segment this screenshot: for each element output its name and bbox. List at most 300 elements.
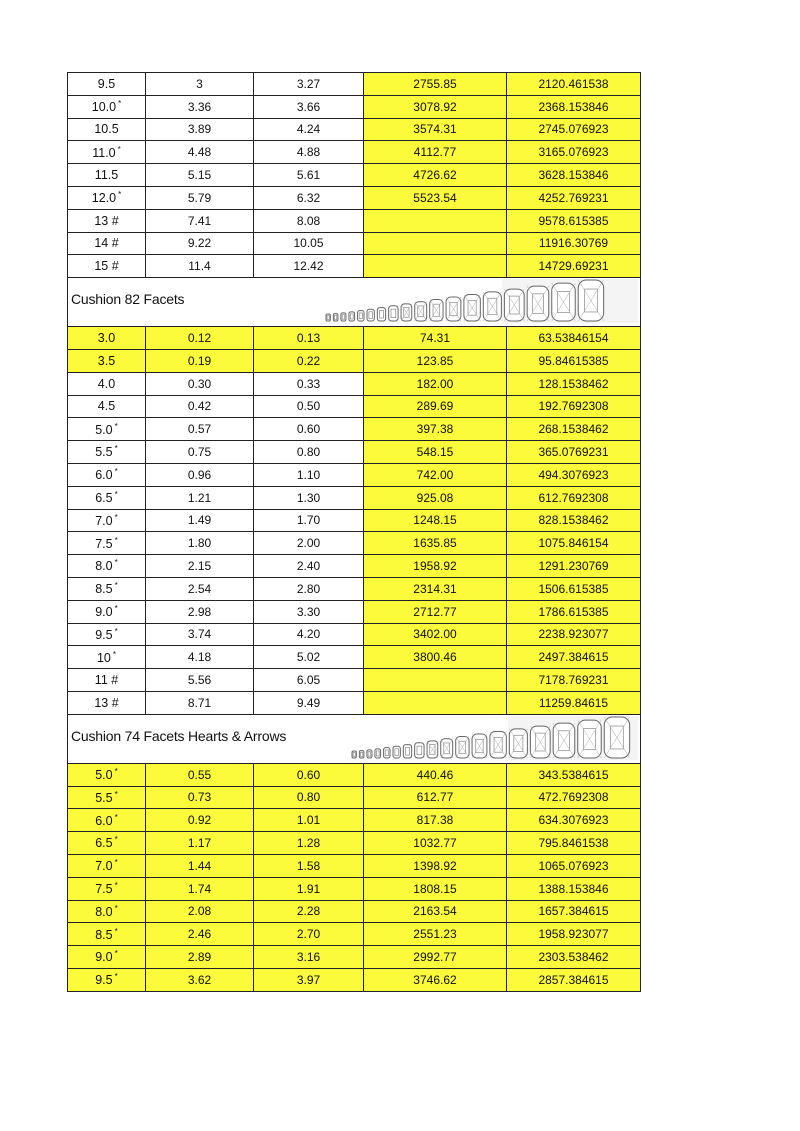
value-cell-1-text: 4.48 bbox=[187, 145, 212, 160]
size-cell-text: 8.5 bbox=[95, 927, 113, 942]
cushion-stone-icon bbox=[401, 304, 412, 321]
value-cell-3 bbox=[364, 923, 507, 946]
value-cell-2 bbox=[254, 786, 364, 809]
table-row bbox=[68, 968, 641, 991]
value-cell-2-text: 1.28 bbox=[296, 836, 321, 850]
value-cell-4-text: 268.1538462 bbox=[538, 422, 609, 437]
cushion-stone-icon bbox=[464, 295, 480, 321]
value-cell-4 bbox=[507, 669, 641, 692]
value-cell-3 bbox=[364, 95, 507, 118]
table-row bbox=[68, 691, 641, 714]
table-row bbox=[68, 95, 641, 118]
value-cell-1 bbox=[146, 209, 254, 232]
size-cell bbox=[68, 786, 146, 809]
value-cell-1 bbox=[146, 968, 254, 991]
size-cell-text: 9.5 bbox=[97, 76, 116, 91]
size-cell-text: 15 # bbox=[94, 259, 119, 274]
size-cell bbox=[68, 327, 146, 350]
value-cell-1 bbox=[146, 669, 254, 692]
value-cell-4 bbox=[507, 646, 641, 669]
size-cell-text: 11 # bbox=[94, 673, 119, 688]
value-cell-2-text: 1.91 bbox=[296, 881, 321, 896]
table-row bbox=[68, 809, 641, 832]
size-cell-text: 4.5 bbox=[97, 399, 116, 414]
value-cell-3-text: 3800.46 bbox=[413, 650, 457, 665]
table-row bbox=[68, 854, 641, 877]
value-cell-2 bbox=[254, 141, 364, 164]
value-cell-1-text: 11.4 bbox=[188, 259, 211, 274]
star-mark: * bbox=[114, 421, 118, 431]
value-cell-3-text: 2551.23 bbox=[413, 927, 457, 942]
size-cell bbox=[68, 555, 146, 578]
value-cell-3 bbox=[364, 441, 507, 464]
value-cell-2 bbox=[254, 186, 364, 209]
table-row bbox=[68, 73, 641, 96]
value-cell-1-text: 3 bbox=[196, 76, 203, 91]
star-mark: * bbox=[117, 144, 121, 154]
value-cell-3-text: 1032.77 bbox=[413, 836, 457, 850]
value-cell-2 bbox=[254, 900, 364, 923]
size-cell-text: 9.5 bbox=[95, 628, 113, 642]
value-cell-1-text: 0.30 bbox=[187, 376, 212, 391]
value-cell-4 bbox=[507, 532, 641, 555]
value-cell-1-text: 5.56 bbox=[187, 673, 212, 688]
table-row bbox=[68, 832, 641, 855]
value-cell-2 bbox=[254, 669, 364, 692]
value-cell-4 bbox=[507, 232, 641, 255]
size-cell-text: 5.5 bbox=[95, 445, 113, 460]
size-cell-text: 4.0 bbox=[97, 376, 116, 391]
value-cell-4-text: 1506.615385 bbox=[538, 581, 609, 596]
value-cell-1-text: 1.21 bbox=[187, 490, 212, 505]
size-cell-text: 3.5 bbox=[97, 353, 116, 368]
size-cell bbox=[68, 232, 146, 255]
table-row bbox=[68, 486, 641, 509]
value-cell-1-text: 2.15 bbox=[187, 559, 212, 574]
value-cell-2-text: 2.70 bbox=[296, 927, 321, 942]
value-cell-3 bbox=[364, 463, 507, 486]
value-cell-3 bbox=[364, 877, 507, 900]
value-cell-3-text: 2314.31 bbox=[413, 581, 457, 596]
value-cell-4-text: 1786.615385 bbox=[538, 604, 609, 619]
value-cell-3 bbox=[364, 164, 507, 187]
value-cell-1 bbox=[146, 509, 254, 532]
cushion-stone-icon bbox=[427, 741, 438, 758]
value-cell-2-text: 1.58 bbox=[296, 858, 321, 873]
cushion-stone-icon bbox=[333, 314, 338, 321]
value-cell-1-text: 0.19 bbox=[187, 353, 212, 368]
cushion-stone-icon bbox=[578, 720, 601, 758]
value-cell-1 bbox=[146, 786, 254, 809]
value-cell-1-text: 2.08 bbox=[187, 904, 212, 919]
value-cell-4 bbox=[507, 463, 641, 486]
cushion-stone-icon bbox=[352, 751, 356, 758]
value-cell-4 bbox=[507, 441, 641, 464]
value-cell-2 bbox=[254, 968, 364, 991]
value-cell-3 bbox=[364, 395, 507, 418]
size-cell-text: 8.5 bbox=[95, 582, 113, 597]
value-cell-4 bbox=[507, 349, 641, 372]
value-cell-1-text: 0.55 bbox=[187, 767, 212, 782]
value-cell-1 bbox=[146, 877, 254, 900]
cushion-stone-icon bbox=[578, 280, 603, 321]
value-cell-1 bbox=[146, 900, 254, 923]
value-cell-1 bbox=[146, 186, 254, 209]
size-cell bbox=[68, 877, 146, 900]
value-cell-1-text: 0.73 bbox=[187, 790, 212, 805]
size-cell-text: 5.0 bbox=[95, 768, 113, 783]
cushion-stone-icon bbox=[430, 300, 443, 322]
value-cell-2-text: 3.16 bbox=[296, 949, 321, 964]
value-cell-4 bbox=[507, 327, 641, 350]
value-cell-2 bbox=[254, 486, 364, 509]
value-cell-1 bbox=[146, 327, 254, 350]
value-cell-1-text: 2.89 bbox=[187, 949, 212, 964]
table-row bbox=[68, 577, 641, 600]
size-cell-text: 6.5 bbox=[95, 836, 113, 851]
size-cell bbox=[68, 441, 146, 464]
value-cell-3 bbox=[364, 691, 507, 714]
value-cell-3-text: 2712.77 bbox=[413, 604, 457, 619]
value-cell-4 bbox=[507, 877, 641, 900]
value-cell-1-text: 1.80 bbox=[187, 536, 212, 551]
size-cell bbox=[68, 900, 146, 923]
value-cell-3-text: 4112.77 bbox=[413, 145, 457, 160]
cushion-stone-icon bbox=[552, 283, 575, 321]
star-mark: * bbox=[114, 467, 118, 477]
value-cell-4-text: 63.53846154 bbox=[538, 331, 609, 346]
value-cell-2 bbox=[254, 418, 364, 441]
size-cell-text: 5.5 bbox=[95, 790, 113, 805]
star-mark: * bbox=[112, 649, 117, 659]
value-cell-1 bbox=[146, 349, 254, 372]
size-cell bbox=[68, 463, 146, 486]
value-cell-3-text: 3078.92 bbox=[413, 99, 457, 114]
star-mark: * bbox=[114, 767, 118, 777]
value-cell-4 bbox=[507, 73, 641, 96]
value-cell-3 bbox=[364, 486, 507, 509]
table-row bbox=[68, 555, 641, 578]
star-mark: * bbox=[114, 490, 118, 500]
value-cell-4 bbox=[507, 509, 641, 532]
value-cell-2-text: 0.80 bbox=[296, 790, 321, 805]
cushion-stone-icon bbox=[504, 289, 524, 321]
size-cell bbox=[68, 395, 146, 418]
value-cell-3-text: 1958.92 bbox=[413, 559, 457, 574]
value-cell-2 bbox=[254, 691, 364, 714]
size-cell bbox=[68, 923, 146, 946]
cushion-stone-icon bbox=[490, 731, 506, 757]
value-cell-2-text: 5.61 bbox=[296, 168, 321, 183]
value-cell-2 bbox=[254, 600, 364, 623]
value-cell-1-text: 8.71 bbox=[187, 695, 212, 710]
size-cell-text: 7.0 bbox=[95, 859, 113, 874]
value-cell-4 bbox=[507, 809, 641, 832]
value-cell-2-text: 0.13 bbox=[296, 331, 321, 346]
table-row bbox=[68, 255, 641, 278]
table-row bbox=[68, 141, 641, 164]
value-cell-2-text: 1.10 bbox=[296, 467, 321, 482]
value-cell-1 bbox=[146, 255, 254, 278]
value-cell-4 bbox=[507, 600, 641, 623]
value-cell-4-text: 1958.923077 bbox=[538, 927, 609, 942]
value-cell-3-text: 817.38 bbox=[416, 813, 454, 828]
value-cell-3 bbox=[364, 555, 507, 578]
value-cell-1-text: 3.74 bbox=[187, 627, 212, 642]
star-mark: * bbox=[114, 972, 118, 982]
value-cell-2 bbox=[254, 372, 364, 395]
size-cell-text: 11.5 bbox=[94, 168, 119, 183]
size-cell-text: 13 # bbox=[94, 695, 119, 710]
size-cell bbox=[68, 164, 146, 187]
value-cell-3-text: 123.85 bbox=[416, 353, 454, 368]
section-cushion-74-header bbox=[68, 714, 641, 763]
table-row bbox=[68, 209, 641, 232]
value-cell-2 bbox=[254, 923, 364, 946]
value-cell-4-text: 14729.69231 bbox=[538, 259, 609, 274]
size-cell bbox=[68, 349, 146, 372]
value-cell-1 bbox=[146, 532, 254, 555]
value-cell-2-text: 10.05 bbox=[293, 236, 324, 251]
value-cell-1 bbox=[146, 486, 254, 509]
cushion-stone-icon bbox=[441, 738, 453, 757]
value-cell-4-text: 612.7692308 bbox=[538, 490, 609, 505]
value-cell-4-text: 1657.384615 bbox=[538, 904, 609, 919]
value-cell-2 bbox=[254, 209, 364, 232]
value-cell-4 bbox=[507, 418, 641, 441]
cushion-stone-icon bbox=[446, 297, 461, 321]
table-row bbox=[68, 349, 641, 372]
table-row bbox=[68, 532, 641, 555]
value-cell-1 bbox=[146, 372, 254, 395]
value-cell-4-text: 2497.384615 bbox=[538, 650, 609, 665]
table-row bbox=[68, 327, 641, 350]
value-cell-4 bbox=[507, 854, 641, 877]
cushion-stone-icon bbox=[326, 314, 330, 321]
value-cell-3-text: 3746.62 bbox=[413, 972, 457, 987]
value-cell-2-text: 2.80 bbox=[296, 581, 321, 596]
size-cell-text: 3.0 bbox=[97, 331, 116, 346]
size-cell bbox=[68, 691, 146, 714]
value-cell-1 bbox=[146, 232, 254, 255]
value-cell-3-text: 3402.00 bbox=[413, 627, 457, 642]
cushion-stone-icon bbox=[472, 734, 487, 758]
value-cell-3-text: 2992.77 bbox=[413, 949, 457, 964]
value-cell-2 bbox=[254, 877, 364, 900]
size-cell bbox=[68, 600, 146, 623]
value-cell-1-text: 0.96 bbox=[187, 467, 212, 482]
table-body-cushion-74 bbox=[68, 763, 641, 991]
cushion-stone-icon bbox=[367, 309, 374, 321]
value-cell-4 bbox=[507, 900, 641, 923]
value-cell-4 bbox=[507, 255, 641, 278]
value-cell-3 bbox=[364, 141, 507, 164]
value-cell-2 bbox=[254, 349, 364, 372]
table-row bbox=[68, 646, 641, 669]
value-cell-1 bbox=[146, 395, 254, 418]
star-mark: * bbox=[114, 881, 118, 891]
size-cell bbox=[68, 73, 146, 96]
star-mark: * bbox=[114, 835, 118, 845]
value-cell-2-text: 3.66 bbox=[296, 99, 321, 114]
value-cell-1-text: 9.22 bbox=[187, 236, 212, 251]
size-cell bbox=[68, 646, 146, 669]
value-cell-2-text: 1.30 bbox=[296, 490, 321, 505]
table-row bbox=[68, 441, 641, 464]
value-cell-2-text: 2.00 bbox=[296, 536, 321, 551]
value-cell-2-text: 8.08 bbox=[296, 213, 321, 228]
value-cell-1 bbox=[146, 763, 254, 786]
value-cell-4 bbox=[507, 763, 641, 786]
size-cell-text: 13 # bbox=[94, 213, 119, 228]
section-header-cushion-74 bbox=[68, 714, 641, 763]
table-row bbox=[68, 786, 641, 809]
value-cell-2 bbox=[254, 463, 364, 486]
value-cell-1 bbox=[146, 691, 254, 714]
size-cell-text: 9.5 bbox=[95, 973, 113, 988]
value-cell-2-text: 3.97 bbox=[296, 972, 321, 987]
size-cell bbox=[68, 509, 146, 532]
value-cell-4 bbox=[507, 923, 641, 946]
value-cell-1-text: 1.74 bbox=[187, 881, 212, 896]
value-cell-4 bbox=[507, 486, 641, 509]
value-cell-1 bbox=[146, 600, 254, 623]
value-cell-4 bbox=[507, 209, 641, 232]
value-cell-4 bbox=[507, 968, 641, 991]
value-cell-3 bbox=[364, 600, 507, 623]
cushion-stone-size-strip-icon bbox=[324, 279, 638, 323]
value-cell-4-text: 4252.769231 bbox=[538, 190, 609, 205]
value-cell-2 bbox=[254, 164, 364, 187]
value-cell-1-text: 2.98 bbox=[187, 604, 212, 619]
value-cell-4-text: 1065.076923 bbox=[538, 858, 609, 873]
cushion-stone-icon bbox=[530, 726, 550, 758]
value-cell-2 bbox=[254, 532, 364, 555]
value-cell-1-text: 4.18 bbox=[187, 650, 212, 665]
cushion-stone-icon bbox=[367, 750, 372, 758]
cushion-stone-icon bbox=[509, 729, 527, 758]
value-cell-1 bbox=[146, 164, 254, 187]
value-cell-3-text: 742.00 bbox=[416, 467, 454, 482]
value-cell-2-text: 6.32 bbox=[296, 190, 321, 205]
star-mark: * bbox=[114, 604, 118, 614]
cushion-stone-icon bbox=[415, 302, 427, 321]
size-cell bbox=[68, 669, 146, 692]
size-cell-text: 7.5 bbox=[95, 882, 113, 897]
value-cell-4-text: 11916.30769 bbox=[538, 236, 609, 251]
value-cell-4-text: 2857.384615 bbox=[538, 972, 609, 987]
table-row bbox=[68, 164, 641, 187]
price-sheet bbox=[67, 72, 640, 992]
value-cell-1 bbox=[146, 418, 254, 441]
value-cell-4 bbox=[507, 372, 641, 395]
size-cell bbox=[68, 577, 146, 600]
value-cell-1-text: 5.79 bbox=[187, 190, 212, 205]
table-row bbox=[68, 418, 641, 441]
value-cell-2 bbox=[254, 327, 364, 350]
value-cell-4-text: 2368.153846 bbox=[538, 99, 609, 114]
section-cushion-82-header bbox=[68, 278, 641, 327]
size-cell bbox=[68, 418, 146, 441]
star-mark: * bbox=[114, 789, 118, 799]
cushion-stone-icon bbox=[359, 750, 364, 757]
value-cell-3 bbox=[364, 577, 507, 600]
table-body-cushion-82 bbox=[68, 327, 641, 715]
cushion-stone-icon bbox=[403, 744, 411, 757]
value-cell-3-text: 4726.62 bbox=[413, 168, 457, 183]
value-cell-4-text: 3628.153846 bbox=[538, 168, 609, 183]
table-row bbox=[68, 946, 641, 969]
value-cell-3-text: 3574.31 bbox=[413, 122, 457, 137]
table-row bbox=[68, 900, 641, 923]
value-cell-2 bbox=[254, 832, 364, 855]
value-cell-1 bbox=[146, 577, 254, 600]
table-row bbox=[68, 118, 641, 141]
value-cell-3 bbox=[364, 418, 507, 441]
size-cell-text: 7.5 bbox=[95, 536, 113, 551]
size-cell-text: 10.5 bbox=[94, 122, 119, 137]
value-cell-4 bbox=[507, 186, 641, 209]
section-title-cushion-74: Cushion 74 Facets Hearts & Arrows bbox=[71, 727, 287, 744]
size-cell bbox=[68, 118, 146, 141]
value-cell-4 bbox=[507, 946, 641, 969]
value-cell-3 bbox=[364, 763, 507, 786]
value-cell-4-text: 1291.230769 bbox=[538, 559, 609, 574]
size-cell bbox=[68, 946, 146, 969]
value-cell-4-text: 128.1538462 bbox=[538, 376, 609, 391]
cushion-stone-icon bbox=[389, 306, 398, 321]
size-cell-text: 8.0 bbox=[95, 559, 113, 574]
value-cell-1 bbox=[146, 854, 254, 877]
value-cell-3 bbox=[364, 186, 507, 209]
value-cell-4-text: 7178.769231 bbox=[538, 673, 609, 688]
star-mark: * bbox=[114, 512, 118, 522]
value-cell-2-text: 0.60 bbox=[296, 767, 321, 782]
size-cell bbox=[68, 186, 146, 209]
value-cell-1 bbox=[146, 95, 254, 118]
value-cell-3 bbox=[364, 623, 507, 646]
value-cell-4 bbox=[507, 95, 641, 118]
value-cell-3 bbox=[364, 509, 507, 532]
value-cell-2-text: 1.01 bbox=[296, 813, 321, 828]
value-cell-2 bbox=[254, 395, 364, 418]
value-cell-1-text: 5.15 bbox=[187, 168, 212, 183]
value-cell-1 bbox=[146, 946, 254, 969]
size-cell bbox=[68, 809, 146, 832]
value-cell-4 bbox=[507, 118, 641, 141]
price-table bbox=[67, 72, 641, 992]
value-cell-1-text: 1.44 bbox=[187, 858, 212, 873]
value-cell-2 bbox=[254, 763, 364, 786]
value-cell-3 bbox=[364, 968, 507, 991]
star-mark: * bbox=[114, 903, 118, 913]
cushion-stone-icon bbox=[358, 311, 364, 321]
cushion-stone-icon bbox=[375, 749, 381, 758]
size-cell-text: 14 # bbox=[94, 236, 119, 251]
value-cell-2-text: 0.22 bbox=[296, 353, 321, 368]
value-cell-4-text: 795.8461538 bbox=[538, 836, 609, 850]
value-cell-2 bbox=[254, 73, 364, 96]
value-cell-3-text: 612.77 bbox=[416, 790, 454, 805]
value-cell-4-text: 343.5384615 bbox=[538, 767, 609, 782]
value-cell-2-text: 2.40 bbox=[296, 559, 321, 574]
size-cell-text: 5.0 bbox=[95, 422, 113, 437]
value-cell-2-text: 12.42 bbox=[293, 259, 324, 274]
value-cell-3 bbox=[364, 809, 507, 832]
value-cell-3-text: 2163.54 bbox=[413, 904, 457, 919]
size-cell bbox=[68, 141, 146, 164]
star-mark: * bbox=[114, 812, 118, 822]
